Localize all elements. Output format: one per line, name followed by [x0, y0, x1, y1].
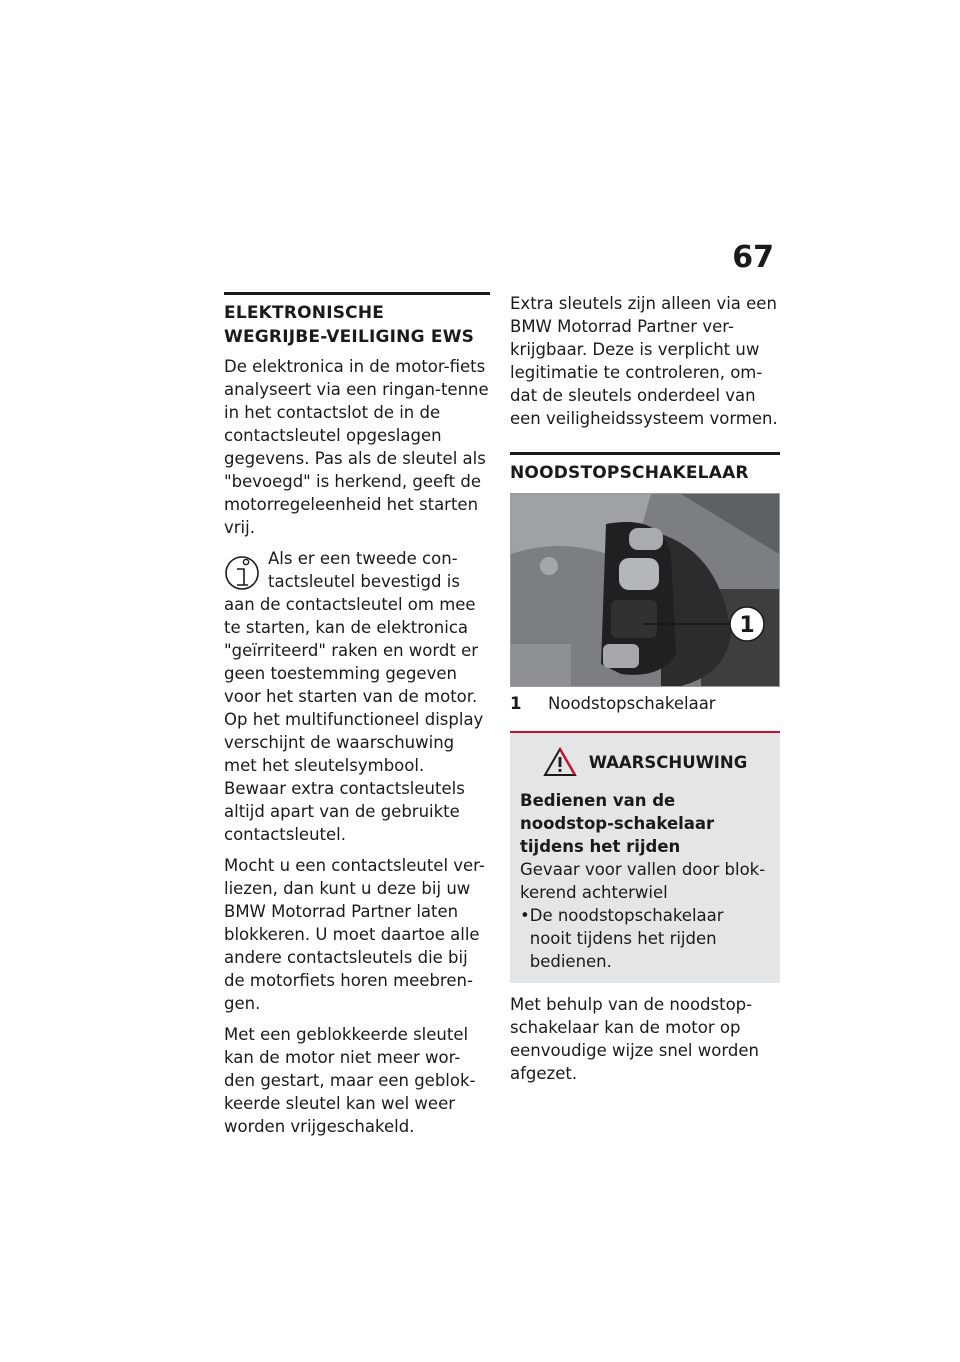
- warning-header: [520, 747, 770, 777]
- paragraph: De elektronica in de motor-fiets analyseert via een ringan-tenne in het contactslot de in de contactsleutel opgeslagen gegevens. Pas als de sleutel als "bevoegd" is herkend, geeft de motorregeleenheid het starten vrij.: [224, 357, 489, 537]
- section-heading-ews: ELEKTRONISCHE WEGRIJBE-VEILIGING EWS: [224, 303, 475, 347]
- bullet-text: De noodstopschakelaar nooit tijdens het rijden bedienen.: [529, 906, 724, 971]
- legend-number: 1: [510, 694, 522, 713]
- bullet-icon: •: [520, 906, 530, 925]
- page-number: 67: [732, 240, 774, 275]
- paragraph: Mocht u een contactsleutel ver-liezen, dan kunt u deze bij uw BMW Motorrad Partner laten blokkeren. U moet daartoe alle andere contactsleutels die bij de motorfiets horen meebren-gen.: [224, 856, 485, 1013]
- section-rule: [510, 452, 780, 455]
- warning-text: Gevaar voor vallen door blok-kerend achterwiel: [520, 860, 766, 902]
- left-column: [224, 292, 490, 1146]
- info-icon: [224, 553, 260, 593]
- paragraph: Extra sleutels zijn alleen via een BMW Motorrad Partner ver-krijgbaar. Deze is verplicht uw legitimatie te controleren, om-dat de sleutels onderdeel van een veiligheidssysteem vormen.: [510, 294, 778, 428]
- info-note: [224, 547, 490, 846]
- warning-box: [510, 731, 780, 983]
- note-text: Als er een tweede con-tactsleutel bevestigd is aan de contactsleutel om mee te starten, kan de elektronica "geïrriteerd" raken en wordt er geen toestemming gegeven voor het starten van de motor. Op het multifunctioneel display verschijnt de waarschuwing met het sleutelsymbool.: [224, 549, 484, 775]
- handlebar-switch-illustration: [511, 494, 779, 686]
- warning-triangle-icon: [543, 747, 577, 777]
- warning-bullet: [520, 904, 770, 973]
- note-text-2: Bewaar extra contactsleutels altijd apart van de gebruikte contactsleutel.: [224, 779, 465, 844]
- paragraph: Met een geblokkeerde sleutel kan de motor niet meer wor-den gestart, maar een geblok-keerde sleutel kan wel weer worden vrijgeschakeld.: [224, 1025, 476, 1136]
- figure-callout: 1: [739, 613, 755, 638]
- right-column: [510, 292, 780, 1093]
- legend-label: Noodstopschakelaar: [548, 694, 716, 713]
- section-heading-noodstop: NOODSTOPSCHAKELAAR: [510, 463, 749, 483]
- section-rule: [224, 292, 490, 295]
- warning-subtitle: Bedienen van de noodstop-schakelaar tijdens het rijden: [520, 791, 715, 856]
- paragraph: Met behulp van de noodstop-schakelaar kan de motor op eenvoudige wijze snel worden afgezet.: [510, 995, 759, 1083]
- warning-title: WAARSCHUWING: [588, 752, 748, 772]
- handlebar-switch-photo: [510, 493, 780, 687]
- figure-legend: [510, 693, 780, 715]
